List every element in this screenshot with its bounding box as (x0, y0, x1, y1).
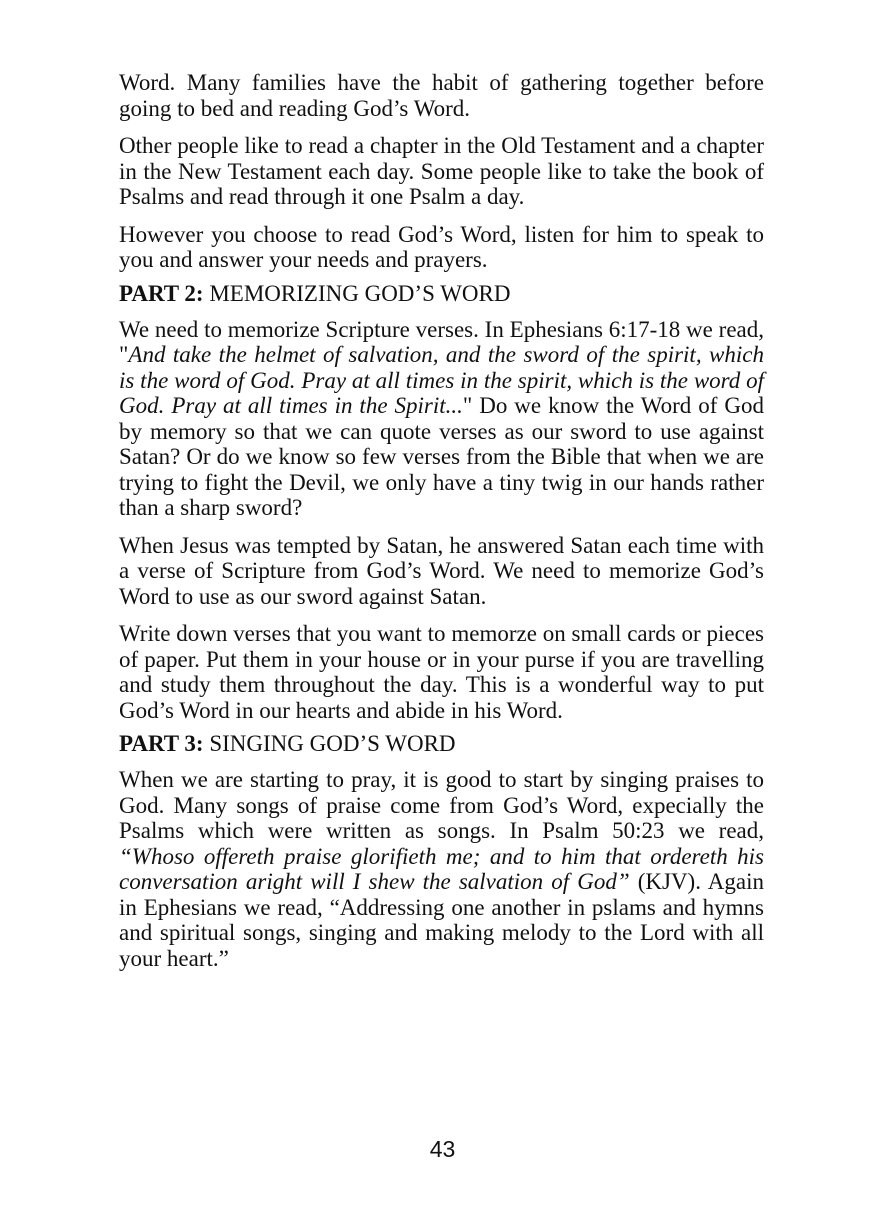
part3-title: SINGING GOD’S WORD (209, 731, 456, 756)
part2-heading (119, 281, 764, 307)
ephesians-quote: And take the helmet of salvation, and the sword of the spirit, which is the word of God. Pray at all times in the spirit, which is the word of God. Pray at all times in the Spirit... (119, 342, 764, 418)
memorize-text-intro: We need to memorize Scripture verses. In Ephesians 6:17-18 we read, " (119, 316, 764, 367)
memorize-text-rest: " Do we know the Word of God by memory so that we can quote verses as our sword to use against Satan? Or do we know so few verses from the Bible that when we are trying to fight the Devil, we only have a tiny twig in our hands rather than a sharp sword? (119, 393, 764, 520)
paragraph-testament-reading: Other people like to read a chapter in the Old Testament and a chapter in the New Testament each day. Some people like to take the book of Psalms and read through it one Psalm a day. (119, 133, 764, 209)
part2-title: MEMORIZING GOD’S WORD (209, 280, 511, 306)
singing-text-intro: When we are starting to pray, it is good to start by singing praises to God. Many songs of praise come from God’s Word, expecially the Psalms which were written as songs. In Psalm 50:23 we read, (119, 767, 764, 843)
paragraph-family-reading: Word. Many families have the habit of gathering together before going to bed and reading God’s Word. (119, 70, 764, 121)
paragraph-write-verses: Write down verses that you want to memorze on small cards or pieces of paper. Put them in your house or in your purse if you are travelling and study them throughout the day. This is a wonderful way to put God’s Word in our hearts and abide in his Word. (119, 621, 764, 723)
singing-text-rest: (KJV). Again in Ephesians we read, “Addressing one another in pslams and hymns and spiritual songs, singing and making melody to the Lord with all your heart.” (119, 869, 764, 971)
paragraph-jesus-tempted: When Jesus was tempted by Satan, he answered Satan each time with a verse of Scripture from God’s Word. We need to memorize God’s Word to use as our sword against Satan. (119, 532, 764, 609)
paragraph-memorize-scripture (119, 317, 764, 521)
paragraph-listen: However you choose to read God’s Word, listen for him to speak to you and answer your needs and prayers. (119, 221, 764, 272)
paragraph-singing-praise (119, 767, 764, 971)
part3-label: PART 3: (119, 731, 204, 756)
psalm-quote: “Whoso offereth praise glorifieth me; and to him that ordereth his conversation aright will I shew the salvation of God” (119, 843, 764, 894)
page-body (119, 70, 764, 983)
page-number: 43 (429, 1136, 456, 1162)
part2-label: PART 2: (119, 280, 204, 306)
part3-heading (119, 731, 764, 757)
